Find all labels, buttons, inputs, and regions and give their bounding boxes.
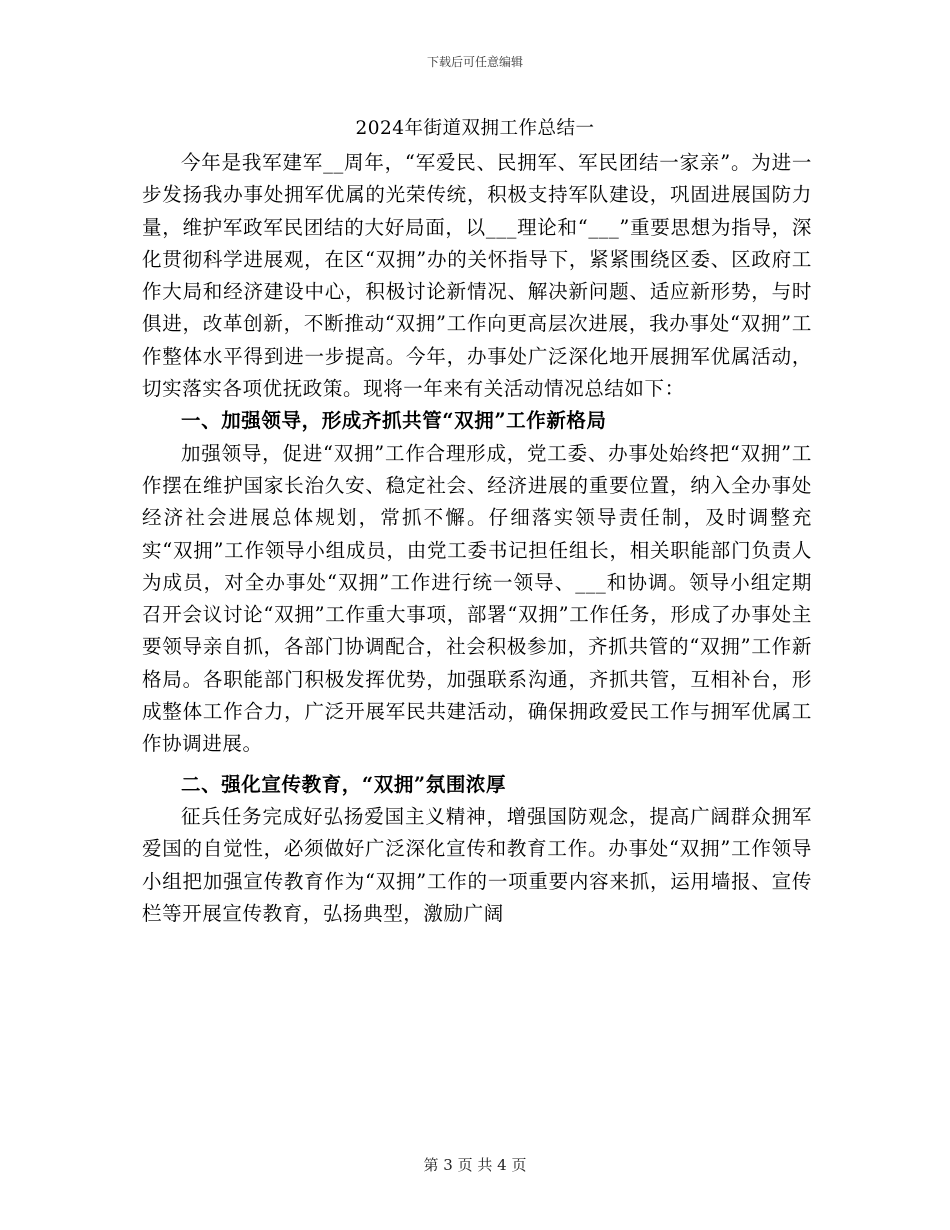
page-number-footer: 第 3 页 共 4 页 [423, 1156, 527, 1174]
section-paragraph-1: 加强领导，促进“双拥”工作合理形成，党工委、办事处始终把“双拥”工作摆在维护国家长治久安、稳定社会、经济进展的重要位置，纳入全办事处经济社会进展总体规划，常抓不懈。仔细落实领导责任制，及时调整充实“双拥”工作领导小组成员，由党工委书记担任组长，相关职能部门负责人为成员，对全办事处“双拥”工作进行统一领导、___和协调。领导小组定期召开会议讨论“双拥”工作重大事项，部署“双拥”工作任务，形成了办事处主要领导亲自抓，各部门协调配合，社会积极参加，齐抓共管的“双拥”工作新格局。各职能部门积极发挥优势，加强联系沟通，齐抓共管，互相补台，形成整体工作合力，广泛开展军民共建活动，确保拥政爱民工作与拥军优属工作协调进展。 [142, 441, 812, 756]
intro-paragraph: 今年是我军建军__周年，“军爱民、民拥军、军民团结一家亲”。为进一步发扬我办事处拥军优属的光荣传统，积极支持军队建设，巩固进展国防力量，维护军政军民团结的大好局面，以___理论和“___”重要思想为指导，深化贯彻科学进展观，在区“双拥”办的关怀指导下，紧紧围绕区委、区政府工作大局和经济建设中心，积极讨论新情况、解决新问题、适应新形势，与时俱进，改革创新，不断推动“双拥”工作向更高层次进展，我办事处“双拥”工作整体水平得到进一步提高。今年，办事处广泛深化地开展拥军优属活动，切实落实各项优抚政策。现将一年来有关活动情况总结如下： [142, 151, 812, 401]
page-header-note: 下载后可任意编辑 [426, 55, 523, 69]
document-title: 2024年街道双拥工作总结一 [355, 118, 595, 139]
section-heading-1: 一、加强领导，形成齐抓共管“双拥”工作新格局 [181, 409, 607, 433]
section-paragraph-2: 征兵任务完成好弘扬爱国主义精神，增强国防观念，提高广阔群众拥军爱国的自觉性，必须做好广泛深化宣传和教育工作。办事处“双拥”工作领导小组把加强宣传教育作为“双拥”工作的一项重要内容来抓，运用墙报、宣传栏等开展宣传教育，弘扬典型，激励广阔 [142, 804, 812, 925]
document-body [142, 147, 812, 930]
section-heading-2: 二、强化宣传教育，“双拥”氛围浓厚 [181, 772, 507, 796]
